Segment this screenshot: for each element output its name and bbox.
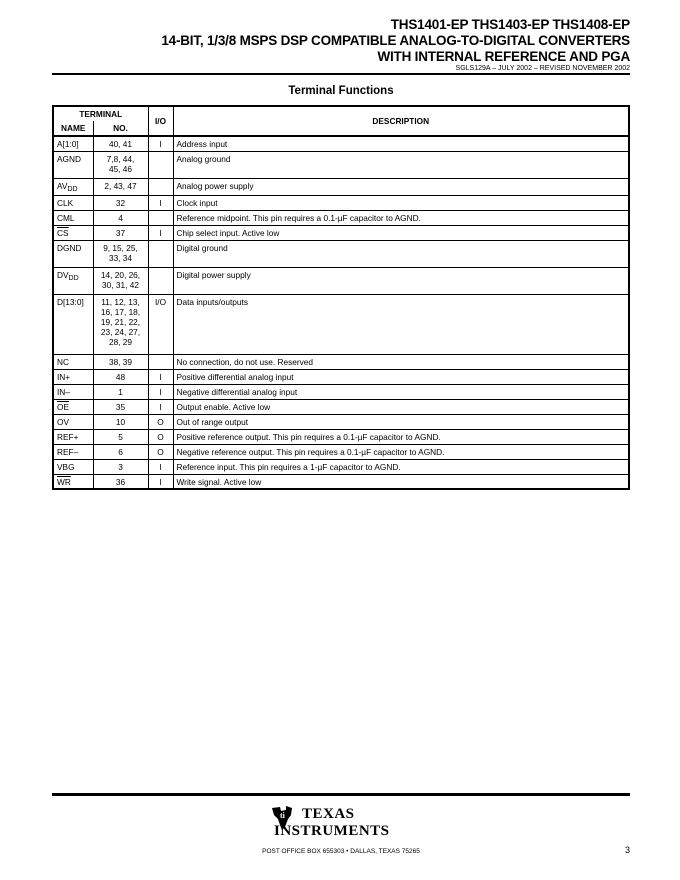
terminal-number bbox=[93, 240, 148, 267]
terminal-name-text: REF– bbox=[57, 446, 79, 457]
svg-text:ti: ti bbox=[280, 811, 285, 820]
terminal-description: Positive reference output. This pin requires a 0.1-µF capacitor to AGND. bbox=[173, 429, 629, 444]
terminal-number-line: 28, 29 bbox=[108, 336, 133, 347]
terminal-number-line: 16, 17, 18, bbox=[100, 306, 141, 317]
terminal-name bbox=[53, 195, 93, 210]
terminal-number-line: 5 bbox=[118, 431, 123, 442]
header-name: NAME bbox=[53, 121, 93, 136]
terminal-description: Analog power supply bbox=[173, 178, 629, 195]
terminal-number-line: 9, 15, 25, bbox=[103, 242, 138, 253]
terminal-name-text: DGND bbox=[57, 242, 82, 253]
document-number: SGLS129A – JULY 2002 – REVISED NOVEMBER 2002 bbox=[455, 65, 630, 72]
terminal-number-line: 1 bbox=[118, 386, 123, 397]
terminal-description: Reference input. This pin requires a 1-µF capacitor to AGND. bbox=[173, 459, 629, 474]
terminal-number bbox=[93, 384, 148, 399]
table-row bbox=[53, 136, 629, 151]
terminal-description: Output enable. Active low bbox=[173, 399, 629, 414]
table-row bbox=[53, 240, 629, 267]
terminal-name bbox=[53, 384, 93, 399]
terminal-name-text: CLK bbox=[57, 197, 74, 208]
terminal-io: I bbox=[148, 459, 173, 474]
table-row bbox=[53, 369, 629, 384]
terminal-io: I bbox=[148, 474, 173, 489]
terminal-name-text: IN– bbox=[57, 386, 70, 397]
header-no: NO. bbox=[93, 121, 148, 136]
table-row bbox=[53, 474, 629, 489]
terminal-number bbox=[93, 399, 148, 414]
terminal-name-subscript: DD bbox=[68, 274, 79, 282]
terminal-number-line: 35 bbox=[115, 401, 126, 412]
terminal-name-text: VBG bbox=[57, 461, 75, 472]
terminal-number-line: 48 bbox=[115, 371, 126, 382]
terminal-io: O bbox=[148, 429, 173, 444]
terminal-number-line: 23, 24, 27, bbox=[100, 326, 141, 337]
terminal-name-text: NC bbox=[57, 356, 69, 367]
terminal-number-line: 36 bbox=[115, 476, 126, 487]
logo-text-instruments: INSTRUMENTS bbox=[274, 823, 390, 839]
terminal-name-text: AV bbox=[57, 180, 68, 191]
terminal-name bbox=[53, 136, 93, 151]
page-number: 3 bbox=[624, 845, 630, 855]
terminal-number-line: 37 bbox=[115, 227, 126, 238]
header-terminal: TERMINAL bbox=[53, 106, 148, 121]
terminal-number bbox=[93, 369, 148, 384]
terminal-name-text: $\overline{WR}$ bbox=[57, 476, 71, 487]
terminal-name-text: $\overline{OE}$ bbox=[57, 401, 69, 412]
terminal-number-line: 33, 34 bbox=[108, 252, 133, 263]
terminal-number-line: 7,8, 44, bbox=[106, 153, 135, 164]
terminal-name-text: REF+ bbox=[57, 431, 79, 442]
terminal-io bbox=[148, 267, 173, 294]
terminal-io: I bbox=[148, 399, 173, 414]
terminal-name bbox=[53, 429, 93, 444]
terminal-io: O bbox=[148, 414, 173, 429]
terminal-name bbox=[53, 267, 93, 294]
terminal-number bbox=[93, 267, 148, 294]
terminal-io bbox=[148, 151, 173, 178]
table-row bbox=[53, 195, 629, 210]
terminal-io bbox=[148, 240, 173, 267]
terminal-number-line: 11, 12, 13, bbox=[101, 296, 140, 307]
table-row bbox=[53, 384, 629, 399]
terminal-number bbox=[93, 444, 148, 459]
terminal-description: Reference midpoint. This pin requires a 0.1-µF capacitor to AGND. bbox=[173, 210, 629, 225]
terminal-description: Address input bbox=[173, 136, 629, 151]
terminal-io: I bbox=[148, 369, 173, 384]
terminal-description: Negative differential analog input bbox=[173, 384, 629, 399]
terminal-description: Digital power supply bbox=[173, 267, 629, 294]
terminal-name-text: A[1:0] bbox=[57, 139, 79, 149]
terminal-number bbox=[93, 136, 148, 151]
terminal-name-text: D[13:0] bbox=[57, 296, 84, 307]
terminal-name bbox=[53, 399, 93, 414]
terminal-description: Chip select input. Active low bbox=[173, 225, 629, 240]
table-row bbox=[53, 414, 629, 429]
terminal-name-text: CML bbox=[57, 212, 75, 223]
terminal-name-subscript: DD bbox=[67, 185, 78, 193]
table-row bbox=[53, 399, 629, 414]
table-body bbox=[53, 136, 629, 489]
terminal-io: I bbox=[148, 195, 173, 210]
table-row bbox=[53, 210, 629, 225]
table-row bbox=[53, 459, 629, 474]
header-description: DESCRIPTION bbox=[173, 106, 629, 136]
table-row bbox=[53, 294, 629, 354]
section-title: Terminal Functions bbox=[288, 85, 394, 97]
terminal-name bbox=[53, 210, 93, 225]
terminal-io: I bbox=[148, 384, 173, 399]
terminal-name bbox=[53, 354, 93, 369]
terminal-number bbox=[93, 178, 148, 195]
terminal-name bbox=[53, 178, 93, 195]
terminal-number-line: 4 bbox=[118, 212, 123, 223]
terminal-number-line: 19, 21, 22, bbox=[100, 316, 141, 327]
terminal-name bbox=[53, 240, 93, 267]
terminal-number bbox=[93, 225, 148, 240]
terminal-number bbox=[93, 474, 148, 489]
terminal-number-line: 2, 43, 47 bbox=[104, 180, 137, 191]
terminal-number-line: 6 bbox=[118, 446, 123, 457]
table-row bbox=[53, 151, 629, 178]
terminal-io: I bbox=[148, 136, 173, 151]
terminal-name bbox=[53, 294, 93, 354]
terminal-number bbox=[93, 414, 148, 429]
header-title-line-1: THS1401-EP THS1403-EP THS1408-EP bbox=[390, 17, 630, 32]
terminal-description: Clock input bbox=[173, 195, 629, 210]
terminal-io bbox=[148, 210, 173, 225]
terminal-number-line: 14, 20, 26, bbox=[100, 269, 141, 280]
terminal-description: Data inputs/outputs bbox=[173, 294, 629, 354]
terminal-name-text: AGND bbox=[57, 153, 81, 164]
terminal-number bbox=[93, 354, 148, 369]
table-row bbox=[53, 444, 629, 459]
footer-rule bbox=[52, 793, 630, 796]
table-row bbox=[53, 429, 629, 444]
terminal-number-line: 38, 39 bbox=[108, 356, 133, 367]
terminal-number bbox=[93, 294, 148, 354]
terminal-description: No connection, do not use. Reserved bbox=[173, 354, 629, 369]
table-row bbox=[53, 354, 629, 369]
terminal-io bbox=[148, 354, 173, 369]
header-title-line-3: WITH INTERNAL REFERENCE AND PGA bbox=[377, 49, 630, 64]
terminal-number-line: 32 bbox=[115, 197, 126, 208]
table-row bbox=[53, 267, 629, 294]
terminal-number bbox=[93, 151, 148, 178]
terminal-number bbox=[93, 195, 148, 210]
terminal-description: Analog ground bbox=[173, 151, 629, 178]
terminal-io bbox=[148, 178, 173, 195]
texas-instruments-logo bbox=[270, 803, 400, 843]
terminal-description: Positive differential analog input bbox=[173, 369, 629, 384]
terminal-name-text: IN+ bbox=[57, 371, 71, 382]
postal-address: POST OFFICE BOX 655303 • DALLAS, TEXAS 75265 bbox=[262, 848, 420, 855]
terminal-description: Digital ground bbox=[173, 240, 629, 267]
header-rule bbox=[52, 73, 630, 75]
terminal-name bbox=[53, 474, 93, 489]
table-row bbox=[53, 225, 629, 240]
terminal-name bbox=[53, 414, 93, 429]
terminal-name-text: $\overline{CS}$ bbox=[57, 227, 69, 238]
terminal-description: Negative reference output. This pin requires a 0.1-µF capacitor to AGND. bbox=[173, 444, 629, 459]
terminal-number-line: 10 bbox=[115, 416, 126, 427]
terminal-io: I bbox=[148, 225, 173, 240]
terminal-number bbox=[93, 429, 148, 444]
terminal-functions-table bbox=[52, 105, 630, 490]
table-row bbox=[53, 178, 629, 195]
header-io: I/O bbox=[148, 106, 173, 136]
terminal-name-text: DV bbox=[57, 269, 69, 280]
terminal-name bbox=[53, 369, 93, 384]
terminal-name bbox=[53, 459, 93, 474]
terminal-number bbox=[93, 210, 148, 225]
terminal-number-line: 3 bbox=[118, 461, 123, 472]
terminal-io: I/O bbox=[148, 294, 173, 354]
terminal-io: O bbox=[148, 444, 173, 459]
terminal-number-line: 40, 41 bbox=[108, 139, 133, 149]
terminal-number-line: 30, 31, 42 bbox=[102, 279, 139, 290]
terminal-name-text: OV bbox=[57, 416, 69, 427]
terminal-name bbox=[53, 151, 93, 178]
terminal-number bbox=[93, 459, 148, 474]
terminal-name bbox=[53, 444, 93, 459]
terminal-number-line: 45, 46 bbox=[108, 163, 133, 174]
terminal-description: Write signal. Active low bbox=[173, 474, 629, 489]
header-title-line-2: 14-BIT, 1/3/8 MSPS DSP COMPATIBLE ANALOG-TO-DIGITAL CONVERTERS bbox=[161, 33, 630, 48]
logo-text-texas: TEXAS bbox=[302, 806, 355, 822]
terminal-description: Out of range output bbox=[173, 414, 629, 429]
terminal-name bbox=[53, 225, 93, 240]
